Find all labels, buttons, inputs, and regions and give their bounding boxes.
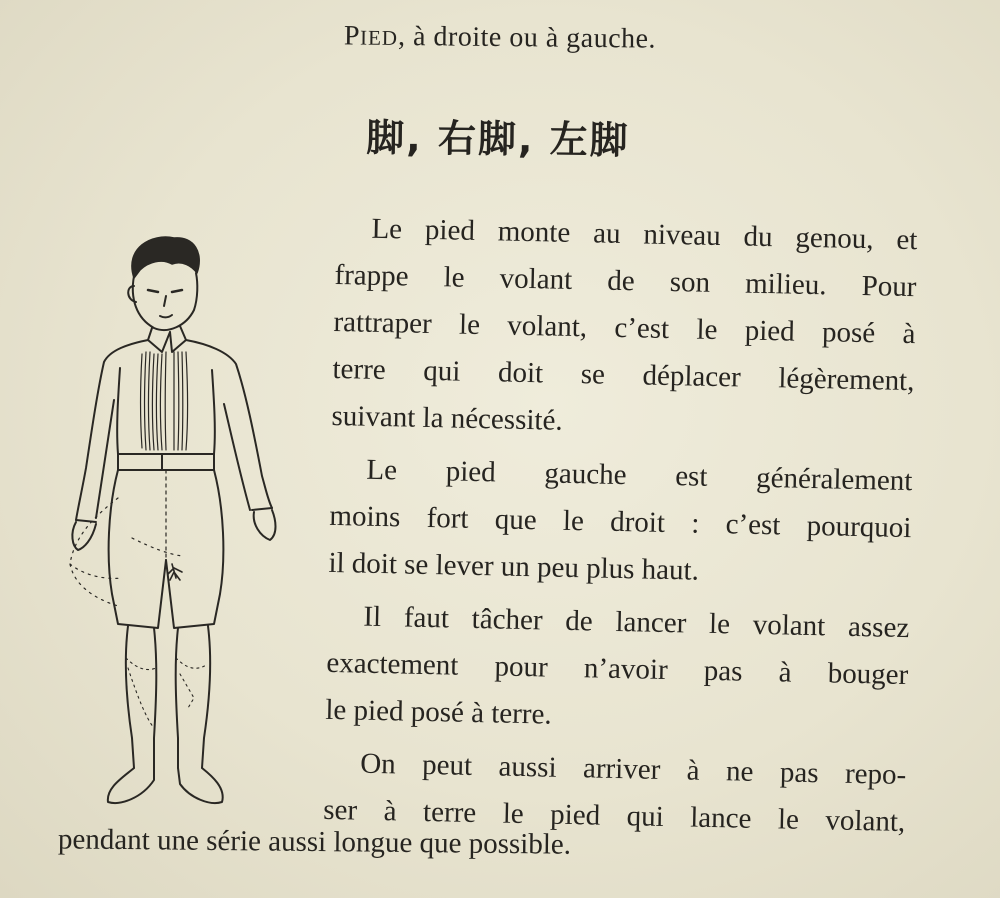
final-line: pendant une série aussi longue que possible. [57,823,572,861]
section-heading [0,17,1000,59]
text-line: Il faut tâcher de lancer le volant assez [363,600,910,645]
text-line: ser à terre le pied qui lance le volant, [322,793,906,839]
heading-initial: P [343,20,361,52]
paragraph-3 [325,593,910,746]
body-text [323,205,918,852]
text-line: On peut aussi arriver à ne pas repo- [359,747,907,792]
text-line: Le pied monte au niveau du genou, et [371,212,918,257]
boy-standing-illustration [62,228,302,813]
text-line: Le pied gauche est généralement [366,453,913,498]
text-line: frappe le volant de son milieu. Pour [334,258,917,304]
text-line: le pied posé à terre. [325,693,552,731]
heading-small-caps: IED [359,25,399,50]
heading-rest: , à droite ou à gauche. [397,20,657,55]
text-line: suivant la nécessité. [331,399,563,437]
text-line: il doit se lever un peu plus haut. [328,546,700,587]
text-line: moins fort que le droit : c’est pourquoi [329,499,912,545]
text-line: exactement pour n’avoir pas à bouger [326,646,909,692]
paragraph-1 [331,205,918,452]
chinese-title: 脚, 右脚, 左脚 [366,115,630,163]
text-line: rattraper le volant, c’est le pied posé à [333,305,916,351]
text-line: terre qui doit se déplacer légèrement, [332,352,915,398]
paragraph-2 [328,446,913,599]
